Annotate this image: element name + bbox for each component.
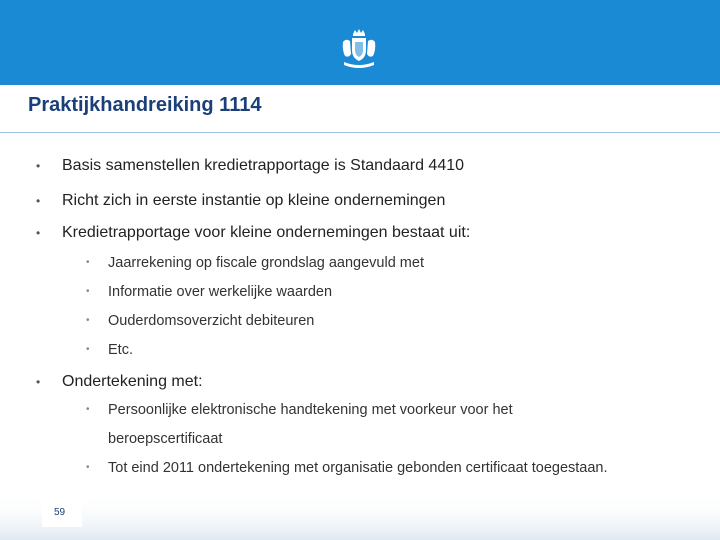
list-item [36,373,203,391]
footer-bar [0,494,720,540]
bullet-icon: • [86,344,90,355]
list-item-continuation [108,431,222,447]
list-item-text: Kredietrapportage voor kleine ondernemingen bestaat uit: [62,224,471,241]
bullet-icon: • [86,286,90,297]
list-item [86,402,513,418]
list-item-text: Ondertekening met: [62,373,203,390]
bullet-icon: • [86,462,90,473]
bullet-icon: • [36,226,41,240]
list-item [86,255,424,271]
list-item-text: Tot eind 2011 ondertekening met organisatie gebonden certificaat toegestaan. [108,460,608,476]
bullet-icon: • [36,375,41,389]
bullet-icon: • [36,194,41,208]
list-item-text: Richt zich in eerste instantie op kleine ondernemingen [62,192,446,209]
page-title: Praktijkhandreiking 1114 [28,94,262,116]
list-item-text: beroepscertificaat [108,431,223,447]
list-item-text: Etc. [108,342,133,358]
bullet-icon: • [36,159,41,173]
list-item [36,224,471,242]
footer-gradient [0,494,720,540]
bullet-icon: • [86,257,90,268]
bullet-icon: • [86,404,90,415]
list-item-text: Ouderdomsoverzicht debiteuren [108,313,315,329]
list-item [86,313,315,329]
bullet-icon: • [86,315,90,326]
list-item [86,284,333,300]
list-item [86,460,608,476]
list-item-text: Basis samenstellen kredietrapportage is Standaard 4410 [62,157,465,174]
list-item-text: Informatie over werkelijke waarden [108,284,333,300]
list-item-text: Persoonlijke elektronische handtekening met voorkeur voor het [108,402,513,418]
list-item [86,342,133,358]
list-item [36,192,446,210]
page-number: 59 [54,507,66,518]
list-item-text: Jaarrekening op fiscale grondslag aangevuld met [108,255,424,271]
list-item [36,157,465,175]
